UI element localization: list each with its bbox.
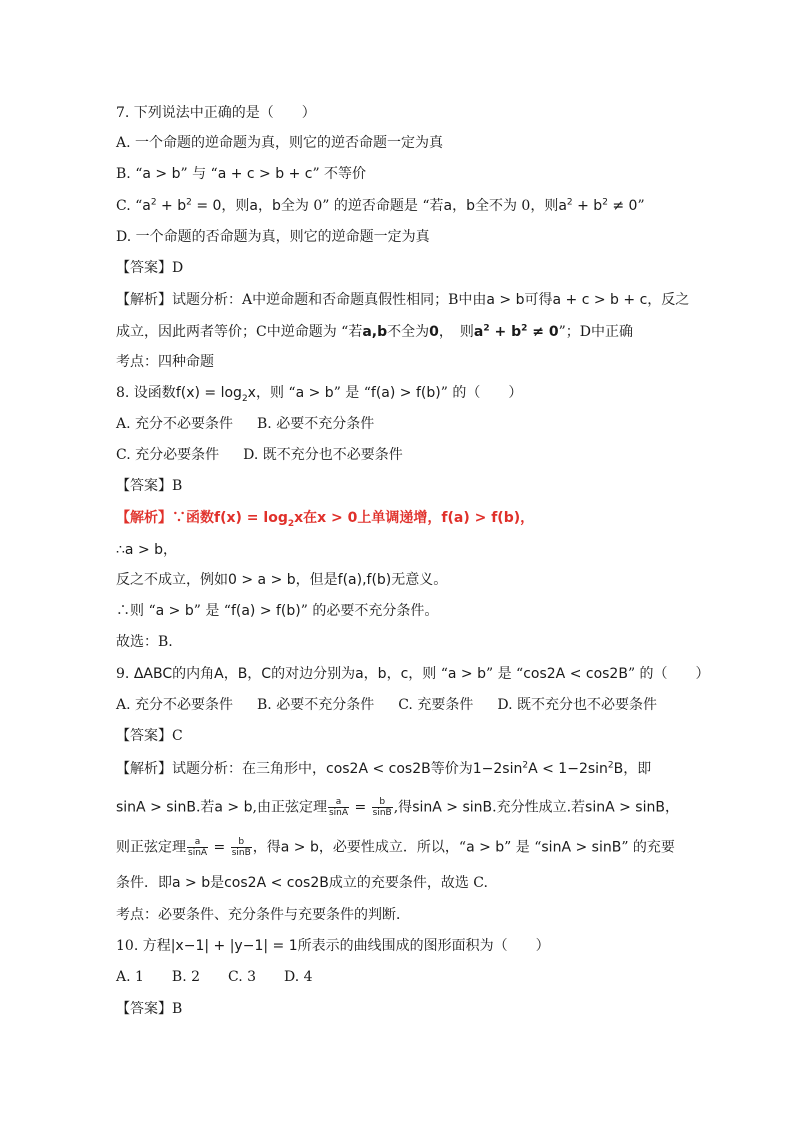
fraction-a-over-sinA-2: $\frac{a}{\sin A}$ bbox=[188, 837, 208, 858]
q8-explanation-line4: ∴则 “a > b” 是 “f(a) > f(b)” 的必要不充分条件。 bbox=[116, 603, 439, 619]
q9-stem: 9. ΔABC的内角A，B，C的对边分别为a，b，c，则 “a > b” 是 “cos2A < cos2B” 的（ ） bbox=[116, 666, 710, 682]
q8-stem: 8. 设函数$f(x) = \log_2x$，则 “a > b” 是 “f(a) > f(b)” 的（ ） bbox=[116, 385, 523, 404]
q9-options: A. 充分不必要条件 B. 必要不充分条件 C. 充要条件 D. 既不充分也不必要条件 bbox=[116, 697, 657, 713]
q9-explanation-line4: 条件．即a > b是cos2A < cos2B成立的充要条件，故选 C. bbox=[116, 875, 488, 891]
q7-explanation-line1: 【解析】试题分析：A中逆命题和否命题真假性相同；B中由a > b可得a + c > b + c，反之 bbox=[116, 292, 690, 308]
fraction-b-over-sinB: $\frac{b}{\sin B}$ bbox=[372, 797, 392, 818]
q9-answer: 【答案】C bbox=[116, 728, 183, 744]
q9-explanation-line2: sinA > sinB.若a > b,由正弦定理 $\frac{a}{\sin A}$ = $\frac{b}{\sin B}$ ,得sinA > sinB.充分性成立.若sinA > sinB， bbox=[116, 797, 679, 818]
q8-answer: 【答案】B bbox=[116, 478, 183, 494]
q7-explanation-line2: 成立，因此两者等价；C中逆命题为 “若a,b不全为0， 则$a^2 + b^2 \ne 0$”；D中正确 bbox=[116, 323, 633, 340]
fraction-a-over-sinA: $\frac{a}{\sin A}$ bbox=[328, 797, 349, 818]
q7-option-d: D. 一个命题的否命题为真，则它的逆命题一定为真 bbox=[116, 229, 430, 245]
q8-explanation-line3: 反之不成立，例如0 > a > b，但是f(a),f(b)无意义。 bbox=[116, 572, 448, 588]
q10-answer: 【答案】B bbox=[116, 1001, 183, 1017]
fraction-b-over-sinB-2: $\frac{b}{\sin B}$ bbox=[231, 837, 251, 858]
q7-knowledge-point: 考点：四种命题 bbox=[116, 354, 214, 370]
q9-explanation-line1: 【解析】试题分析：在三角形中，cos2A < cos2B等价为$1-2\sin^2A < 1-2\sin^2B$，即 bbox=[116, 760, 652, 777]
q9-explanation-line3: 则正弦定理 $\frac{a}{\sin A}$ = $\frac{b}{\sin B}$ ，得a > b，必要性成立．所以，“a > b” 是 “sinA > sinB” 的充要 bbox=[116, 837, 675, 858]
q9-knowledge-point: 考点：必要条件、充分条件与充要条件的判断． bbox=[116, 907, 410, 923]
q7-answer: 【答案】D bbox=[116, 260, 184, 276]
q8-options-ab: A. 充分不必要条件 B. 必要不充分条件 bbox=[116, 416, 375, 432]
q8-explanation-line1: 【解析】∵函数$f(x) = \log_2x$在x > 0上单调递增，f(a) > f(b)， bbox=[116, 510, 535, 529]
q7-option-b: B. “a > b” 与 “a + c > b + c” 不等价 bbox=[116, 166, 367, 182]
q10-stem: 10. 方程|x−1| + |y−1| = 1所表示的曲线围成的图形面积为（ ） bbox=[116, 938, 550, 954]
q8-explanation-line2: ∴a > b， bbox=[116, 542, 178, 558]
q7-option-c: C. “$a^2 + b^2 = 0$，则a，b全为 0” 的逆否命题是 “若a，b全不为 0，则$a^2 + b^2 \ne 0$” bbox=[116, 197, 645, 214]
q8-options-cd: C. 充分必要条件 D. 既不充分也不必要条件 bbox=[116, 447, 403, 463]
q8-conclusion: 故选：B. bbox=[116, 634, 173, 650]
q10-options: A. 1 B. 2 C. 3 D. 4 bbox=[116, 969, 313, 985]
q7-stem: 7. 下列说法中正确的是（ ） bbox=[116, 105, 316, 121]
q7-option-a: A. 一个命题的逆命题为真，则它的逆否命题一定为真 bbox=[116, 135, 444, 151]
